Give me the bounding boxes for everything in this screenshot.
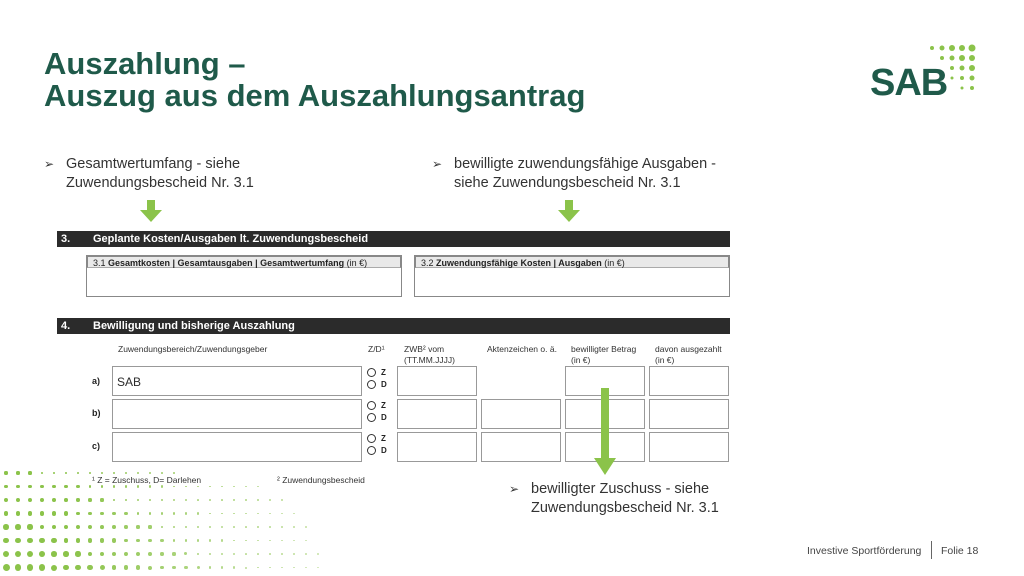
box-3-2-prefix: 3.2	[421, 258, 437, 268]
decorative-dot	[40, 525, 45, 530]
decorative-dot	[269, 513, 270, 514]
bullet-bottom-line-2: Zuwendungsbescheid Nr. 3.1	[531, 500, 719, 516]
decorative-dot	[269, 499, 270, 500]
bullet-bottom-line-1: bewilligter Zuschuss - siehe	[531, 481, 710, 497]
decorative-dot	[257, 540, 258, 541]
row-c-akt-field[interactable]	[481, 432, 561, 462]
decorative-dot	[233, 499, 234, 500]
decorative-dot	[185, 486, 187, 488]
decorative-dot	[16, 485, 20, 489]
decorative-dot	[4, 471, 7, 474]
decorative-dot	[221, 513, 223, 515]
decorative-dot	[184, 552, 187, 555]
row-label-b: b)	[92, 408, 101, 418]
decorative-dot	[113, 485, 116, 488]
decorative-dot	[100, 512, 104, 516]
decorative-dot	[39, 551, 45, 557]
decorative-dot	[173, 526, 176, 529]
decorative-dot	[15, 538, 21, 544]
decorative-dot-pattern	[0, 465, 340, 576]
decorative-dot	[112, 538, 116, 542]
decorative-dot	[293, 540, 294, 541]
decorative-dot	[76, 512, 80, 516]
decorative-dot	[172, 566, 176, 570]
decorative-dot	[64, 498, 68, 502]
row-c-zwb-field[interactable]	[397, 432, 477, 462]
section-3-bar	[57, 231, 730, 247]
bullet-marker: ➢	[509, 482, 520, 496]
decorative-dot	[27, 538, 33, 544]
decorative-dot	[113, 499, 116, 502]
decorative-dot	[4, 498, 8, 502]
decorative-dot	[27, 564, 34, 571]
decorative-dot	[51, 565, 57, 571]
decorative-dot	[16, 498, 20, 502]
box-3-2-header	[415, 256, 729, 268]
decorative-dot	[64, 538, 69, 543]
decorative-dot	[257, 567, 259, 569]
decorative-dot	[173, 499, 175, 501]
decorative-dot	[317, 567, 318, 568]
col-header-davon-line-1: davon ausgezahlt	[655, 344, 722, 354]
decorative-dot	[88, 512, 92, 516]
bullet-left-line-2: Zuwendungsbescheid Nr. 3.1	[66, 175, 254, 191]
decorative-dot	[221, 526, 223, 528]
bullet-right	[432, 155, 752, 195]
decorative-dot	[88, 525, 92, 529]
decorative-dot	[245, 540, 247, 542]
row-a-area-value: SAB	[117, 375, 142, 389]
decorative-dot	[149, 485, 151, 487]
decorative-dot	[76, 498, 79, 501]
decorative-dot	[245, 499, 246, 500]
row-label-c: c)	[92, 441, 101, 451]
decorative-dot	[64, 485, 67, 488]
decorative-dot	[221, 499, 223, 501]
decorative-dot	[245, 567, 247, 569]
decorative-dot	[173, 539, 176, 542]
decorative-dot	[209, 513, 211, 515]
decorative-dot	[75, 565, 81, 571]
decorative-dot	[53, 472, 56, 475]
row-b-zwb-field[interactable]	[397, 399, 477, 429]
decorative-dot	[125, 485, 127, 487]
bullet-marker: ➢	[44, 157, 55, 171]
row-a-davon-field[interactable]	[649, 366, 729, 396]
decorative-dot	[245, 526, 247, 528]
section-3-label: Geplante Kosten/Ausgaben lt. Zuwendungsbescheid	[93, 233, 369, 245]
decorative-dot	[76, 485, 79, 488]
decorative-dot	[100, 552, 105, 557]
decorative-dot	[293, 526, 294, 527]
box-3-2[interactable]	[414, 255, 730, 297]
decorative-dot	[137, 472, 139, 474]
z-letter: Z	[381, 401, 386, 410]
decorative-dot	[28, 471, 31, 474]
decorative-dot	[113, 472, 115, 474]
row-c-zd-options	[367, 433, 393, 461]
decorative-dot	[75, 551, 80, 556]
decorative-dot	[149, 512, 152, 515]
decorative-dot	[305, 553, 306, 554]
decorative-dot	[257, 553, 259, 555]
decorative-dot	[28, 511, 33, 516]
decorative-dot	[27, 524, 32, 529]
decorative-dot	[293, 513, 294, 514]
z-letter: Z	[381, 434, 386, 443]
footer-right: Folie 18	[941, 545, 979, 557]
decorative-dot	[209, 486, 211, 488]
radio-d[interactable]	[367, 413, 376, 422]
decorative-dot	[281, 540, 282, 541]
decorative-dot	[317, 553, 318, 554]
box-3-1[interactable]	[86, 255, 402, 297]
bullet-left-line-1: Gesamtwertumfang - siehe	[66, 156, 241, 172]
decorative-dot	[209, 499, 211, 501]
decorative-dot	[124, 552, 128, 556]
decorative-dot	[233, 486, 234, 487]
radio-z[interactable]	[367, 434, 376, 443]
decorative-dot	[184, 566, 187, 569]
section-4-number: 4.	[61, 320, 71, 332]
col-header-bewilligt-line-1: bewilligter Betrag	[571, 344, 637, 354]
row-b-area-field[interactable]	[112, 399, 362, 429]
decorative-dot	[51, 538, 56, 543]
decorative-dot	[52, 485, 55, 488]
decorative-dot	[305, 567, 306, 568]
decorative-dot	[149, 472, 151, 474]
decorative-dot	[76, 538, 81, 543]
logo-dots-graphic	[928, 44, 984, 100]
d-letter: D	[381, 380, 387, 389]
decorative-dot	[197, 499, 199, 501]
footnote-2: ² Zuwendungsbescheid	[277, 475, 365, 485]
decorative-dot	[197, 512, 199, 514]
bullet-marker: ➢	[432, 157, 443, 171]
decorative-dot	[15, 564, 22, 571]
decorative-dot	[112, 552, 116, 556]
decorative-dot	[185, 539, 188, 542]
decorative-dot	[148, 525, 151, 528]
col-header-akt: Aktenzeichen o. ä.	[487, 344, 557, 354]
decorative-dot	[125, 472, 127, 474]
box-3-1-header	[87, 256, 401, 268]
decorative-dot	[100, 498, 103, 501]
decorative-dot	[269, 526, 270, 527]
decorative-dot	[88, 498, 91, 501]
bullet-left	[44, 155, 344, 195]
decorative-dot	[40, 511, 44, 515]
arrow-down-icon	[140, 200, 162, 222]
col-header-bewilligt-line-2: (in €)	[571, 355, 591, 365]
decorative-dot	[15, 551, 21, 557]
d-letter: D	[381, 413, 387, 422]
decorative-dot	[41, 472, 44, 475]
decorative-dot	[16, 471, 19, 474]
section-4-label: Bewilligung und bisherige Auszahlung	[93, 320, 295, 332]
decorative-dot	[137, 512, 140, 515]
sab-logo: SAB	[870, 62, 948, 104]
d-letter: D	[381, 446, 387, 455]
decorative-dot	[87, 565, 92, 570]
decorative-dot	[161, 499, 163, 501]
decorative-dot	[209, 526, 211, 528]
decorative-dot	[40, 498, 44, 502]
row-a-zwb-field[interactable]	[397, 366, 477, 396]
decorative-dot	[245, 513, 246, 514]
radio-d[interactable]	[367, 446, 376, 455]
box-3-2-bold: Zuwendungsfähige Kosten | Ausgaben	[436, 258, 602, 268]
bullet-right-line-2: siehe Zuwendungsbescheid Nr. 3.1	[454, 175, 681, 191]
decorative-dot	[148, 539, 151, 542]
decorative-dot	[124, 539, 128, 543]
decorative-dot	[209, 566, 212, 569]
decorative-dot	[281, 499, 282, 500]
col-header-davon	[655, 344, 722, 366]
title-line-1: Auszahlung –	[44, 46, 246, 81]
decorative-dot	[65, 472, 68, 475]
decorative-dot	[101, 485, 104, 488]
decorative-dot	[209, 539, 211, 541]
decorative-dot	[3, 564, 10, 571]
decorative-dot	[161, 472, 163, 474]
col-header-zwb-line-2: (TT.MM.JJJJ)	[404, 355, 455, 365]
section-3-number: 3.	[61, 233, 71, 245]
decorative-dot	[4, 511, 9, 516]
decorative-dot	[293, 567, 294, 568]
decorative-dot	[124, 512, 127, 515]
decorative-dot	[3, 551, 9, 557]
decorative-dot	[172, 552, 175, 555]
col-header-zwb	[404, 344, 455, 366]
decorative-dot	[137, 485, 139, 487]
decorative-dot	[161, 526, 164, 529]
decorative-dot	[245, 486, 246, 487]
decorative-dot	[305, 540, 306, 541]
decorative-dot	[197, 539, 200, 542]
decorative-dot	[136, 565, 140, 569]
decorative-dot	[161, 512, 164, 515]
decorative-dot	[293, 553, 294, 554]
decorative-dot	[269, 567, 271, 569]
decorative-dot	[233, 540, 235, 542]
decorative-dot	[100, 525, 104, 529]
decorative-dot	[173, 472, 175, 474]
decorative-dot	[63, 565, 69, 571]
decorative-dot	[160, 552, 163, 555]
decorative-dot	[245, 553, 247, 555]
decorative-dot	[89, 472, 91, 474]
row-label-a: a)	[92, 376, 101, 386]
decorative-dot	[221, 539, 223, 541]
footer-divider	[931, 541, 932, 559]
footer-left: Investive Sportförderung	[807, 545, 922, 557]
decorative-dot	[197, 526, 199, 528]
col-header-area: Zuwendungsbereich/Zuwendungsgeber	[118, 344, 268, 354]
row-a-area-field[interactable]	[112, 366, 362, 396]
col-header-davon-line-2: (in €)	[655, 355, 675, 365]
decorative-dot	[173, 486, 175, 488]
col-header-bewilligt	[571, 344, 636, 366]
decorative-dot	[233, 553, 235, 555]
decorative-dot	[52, 511, 56, 515]
decorative-dot	[124, 565, 129, 570]
decorative-dot	[39, 538, 44, 543]
decorative-dot	[233, 526, 235, 528]
arrow-down-icon	[594, 388, 616, 476]
decorative-dot	[112, 512, 115, 515]
decorative-dot	[15, 524, 20, 529]
decorative-dot	[88, 538, 92, 542]
decorative-dot	[209, 553, 212, 556]
decorative-dot	[112, 565, 117, 570]
decorative-dot	[281, 553, 282, 554]
title-line-2: Auszug aus dem Auszahlungsantrag	[44, 78, 586, 113]
decorative-dot	[269, 540, 270, 541]
decorative-dot	[137, 499, 140, 502]
decorative-dot	[148, 566, 152, 570]
section-4-bar	[57, 318, 730, 334]
decorative-dot	[221, 486, 222, 487]
page-title	[44, 48, 585, 112]
box-3-1-prefix: 3.1	[93, 258, 109, 268]
decorative-dot	[281, 513, 282, 514]
decorative-dot	[233, 566, 235, 568]
decorative-dot	[101, 472, 103, 474]
decorative-dot	[149, 499, 152, 502]
decorative-dot	[136, 525, 139, 528]
row-b-davon-field[interactable]	[649, 399, 729, 429]
box-3-1-suffix: (in €)	[344, 258, 368, 268]
decorative-dot	[136, 539, 140, 543]
radio-z[interactable]	[367, 401, 376, 410]
radio-z[interactable]	[367, 368, 376, 377]
decorative-dot	[221, 553, 223, 555]
decorative-dot	[28, 498, 32, 502]
decorative-dot	[3, 524, 8, 529]
decorative-dot	[63, 551, 68, 556]
decorative-dot	[28, 485, 32, 489]
row-b-zd-options	[367, 400, 393, 428]
decorative-dot	[27, 551, 33, 557]
row-a-zd-options	[367, 367, 393, 395]
row-c-area-field[interactable]	[112, 432, 362, 462]
decorative-dot	[257, 513, 258, 514]
decorative-dot	[64, 511, 68, 515]
decorative-dot	[16, 511, 21, 516]
decorative-dot	[100, 565, 105, 570]
z-letter: Z	[381, 368, 386, 377]
decorative-dot	[76, 525, 80, 529]
decorative-dot	[148, 552, 152, 556]
decorative-dot	[88, 552, 93, 557]
row-c-davon-field[interactable]	[649, 432, 729, 462]
decorative-dot	[185, 526, 188, 529]
radio-d[interactable]	[367, 380, 376, 389]
decorative-dot	[51, 551, 57, 557]
decorative-dot	[39, 564, 45, 570]
decorative-dot	[160, 539, 163, 542]
decorative-dot	[173, 512, 175, 514]
col-header-zd: Z/D¹	[368, 344, 385, 354]
decorative-dot	[257, 499, 258, 500]
decorative-dot	[269, 553, 270, 554]
decorative-dot	[89, 485, 92, 488]
decorative-dot	[185, 512, 187, 514]
decorative-dot	[257, 486, 258, 487]
decorative-dot	[112, 525, 116, 529]
decorative-dot	[40, 485, 43, 488]
bullet-bottom	[509, 480, 769, 520]
box-3-1-bold: Gesamtkosten | Gesamtausgaben | Gesamtwertumfang	[108, 258, 345, 268]
bullet-right-line-1: bewilligte zuwendungsfähige Ausgaben -	[454, 156, 716, 172]
decorative-dot	[124, 525, 127, 528]
decorative-dot	[64, 525, 68, 529]
decorative-dot	[160, 566, 164, 570]
footnote-1: ¹ Z = Zuschuss, D= Darlehen	[92, 475, 202, 485]
decorative-dot	[77, 472, 80, 475]
decorative-dot	[52, 498, 56, 502]
decorative-dot	[197, 553, 200, 556]
col-header-zwb-line-1: ZWB² vom	[404, 344, 445, 354]
decorative-dot	[161, 485, 163, 487]
box-3-2-suffix: (in €)	[601, 258, 625, 268]
row-b-akt-field[interactable]	[481, 399, 561, 429]
decorative-dot	[221, 566, 224, 569]
decorative-dot	[4, 485, 8, 489]
decorative-dot	[3, 538, 9, 544]
decorative-dot	[257, 526, 258, 527]
decorative-dot	[136, 552, 140, 556]
decorative-dot	[197, 566, 200, 569]
decorative-dot	[100, 538, 104, 542]
decorative-dot	[233, 513, 235, 515]
logo-dots	[928, 44, 984, 100]
decorative-dot	[305, 526, 306, 527]
decorative-dot	[281, 567, 282, 568]
decorative-dot	[185, 499, 187, 501]
decorative-dot	[125, 499, 128, 502]
decorative-dot	[281, 526, 282, 527]
decorative-dot	[52, 525, 57, 530]
decorative-dot	[197, 486, 199, 488]
arrow-down-icon	[558, 200, 580, 222]
